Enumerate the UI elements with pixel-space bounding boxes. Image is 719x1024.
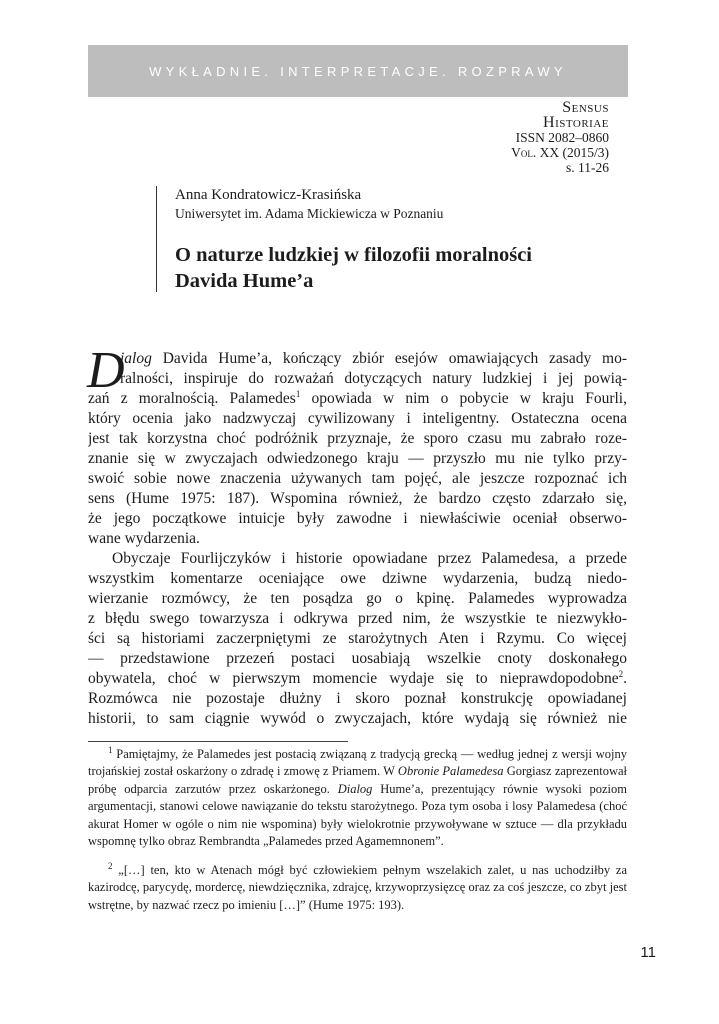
journal-name-2: Historiae [543,114,609,131]
body-line: swoić sobie nowe znaczenia używanych tam pojęć, ale jeszcze rozpoznać ich [88,470,627,487]
footnote-1: $^1$ Pamiętajmy, że Palamedes jest postacią związaną z tradycją grecką — według jednej z wersji wojny trojańskiej został oskarżony o zdradę i zmowę z Priamem. W Obronie Palamedesa Gorgiasz zaprezentował próbę odparcia zarzutów przez oskarżonego. Dialog Hume’a, prezentujący równie wysoki poziom argumentacji, stanowi celowe nawiązanie do tekstu starożytnego. Poza tym osoba i losy Palamedesa (choć akurat Homer w ogóle o nim nie wspomina) były wielokrotnie przywoływane w sztuce — dla przykładu wspomnę tylko obraz Rembrandta „Palamedes przed Agamemnonem”. [88,744,627,849]
author-name: Anna Kondratowicz-Krasińska [175,187,362,203]
journal-volume: Vol. XX (2015/3) [511,145,609,160]
page-number: 11 [640,944,656,961]
title-line-2: Davida Hume’a [175,270,314,292]
journal-issn: ISSN 2082–0860 [515,130,609,145]
body-line: — przedstawione przezeń postaci uosabiają wszelkie cnoty doskonałego [88,650,627,667]
dialog-italic: ialog [120,350,152,367]
footnote-1-number: 1 [108,744,113,755]
footnote-2: $^2$ „[…] ten, kto w Atenach mógł być człowiekiem pełnym wszelakich zalet, u nas uchodziłby za kazirodcę, parycydę, mordercę, niewdzięcznika, zdrajcę, krzywoprzysięzcę oraz za coś jeszcze, co zbyt jest wstrętne, by nazwać rzecz po imieniu […]” (Hume 1975: 193). [88,860,627,912]
body-line: Rozmówca nie pozostaje dłużny i skoro poznał konstrukcję opowiadanej [88,690,627,707]
body-line: obywatela, choć w pierwszym momencie wydaje się to nieprawdopodobne$^2$. [88,669,627,687]
body-line: ści są historiami zaczerpniętymi ze starożytnych Aten i Rzymu. Co więcej [88,630,627,647]
body-line: że jego początkowe intuicje były zawodne i niewłaściwie oceniał obserwo- [88,510,627,527]
body-line: wane wydarzenia. [88,530,200,547]
body-line: historii, to sam ciągnie wywód o zwyczajach, które wydają się również nie [88,710,627,727]
journal-pages: s. 11-26 [566,160,609,175]
section-banner: WYKŁADNIE. INTERPRETACJE. ROZPRAWY [88,45,628,97]
body-text [88,349,627,729]
body-line: wszystkim komentarze oceniające owe dziwne wydarzenia, budzą niedo- [88,570,627,587]
body-line: jest tak korzystna choć podróżnik przyznaje, że sporo czasu mu zabrało roze- [88,430,627,447]
footnote-ref-1[interactable]: 1 [295,389,301,399]
footnote-divider [88,741,348,742]
body-line: sens (Hume 1975: 187). Wspomina również, że bardzo często zdarzało się, [88,490,627,507]
title-line-1: O naturze ludzkiej w filozofii moralności [175,244,532,266]
author-affiliation: Uniwersytet im. Adama Mickiewicza w Poznaniu [175,206,444,221]
body-line: znanie się w zwyczajach odwiedzonego kraju — przyszło mu nie tylko przy- [88,450,627,467]
body-line: Obyczaje Fourlijczyków i historie opowiadane przez Palamedesa, a przede [112,550,627,567]
body-line: wierzanie rozmówcy, że ten posądza go o kpinę. Palamedes wyprowadza [88,590,627,607]
drop-cap: D [87,342,125,399]
body-line: z błędu swego towarzysza i odkrywa przed nim, że wszystkie te niezwykło- [88,610,627,627]
article-title [175,242,625,294]
title-block-rule [156,186,157,292]
body-line: który ocenia jako nadzwyczaj cywilizowany i inteligentny. Ostateczna ocena [88,410,627,427]
journal-name-1: Sensus [562,99,609,116]
footnote-2-number: 2 [108,860,113,871]
journal-info [511,100,609,175]
body-line: ialog Davida Hume’a, kończący zbiór esejów omawiających zasady mo- [120,350,627,367]
body-line: zań z moralnością. Palamedes$^1$ opowiada w nim o pobycie w kraju Fourli, [88,389,627,407]
footnote-ref-2[interactable]: 2 [618,669,624,679]
body-line: ralności, inspiruje do rozważań dotyczących natury ludzkiej i jej powią- [120,370,627,387]
